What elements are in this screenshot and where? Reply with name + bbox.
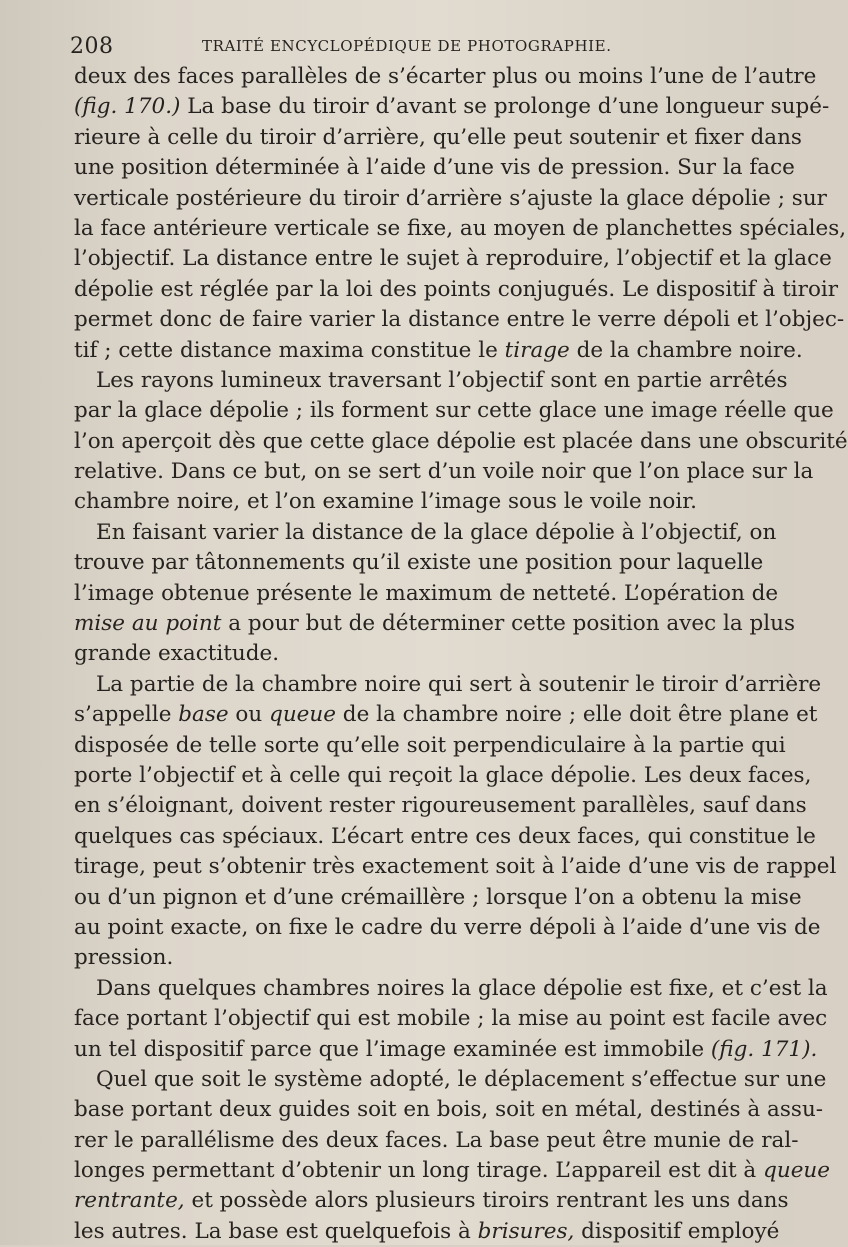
italic-text: mise au point [74, 611, 222, 637]
italic-text: (fig. 170.) [74, 94, 181, 120]
text-segment: pression. [74, 945, 174, 971]
text-line [74, 670, 822, 700]
text-segment: quelques cas spéciaux. L’écart entre ces deux faces, qui constitue le [74, 823, 816, 849]
text-line [74, 700, 818, 730]
text-segment: s’appelle [74, 702, 179, 728]
text-line [74, 1035, 818, 1065]
text-segment: base portant deux guides soit en bois, soit en métal, destinés à assu- [74, 1097, 824, 1123]
text-segment: Quel que soit le système adopté, le déplacement s’effectue sur une [96, 1066, 827, 1092]
text-segment: l’image obtenue présente le maximum de netteté. L’opération de [74, 580, 779, 606]
text-line [74, 609, 796, 639]
text-line [74, 62, 817, 92]
text-line [74, 639, 762, 669]
text-segment: en s’éloignant, doivent rester rigoureusement parallèles, sauf dans [74, 793, 807, 819]
italic-text: queue [763, 1158, 830, 1184]
text-line [74, 579, 779, 609]
text-line [74, 731, 786, 761]
text-segment: ou [228, 702, 270, 728]
page-header [70, 34, 750, 60]
text-segment: et possède alors plusieurs tiroirs rentrant les uns dans [184, 1188, 789, 1214]
italic-text: base [178, 702, 229, 728]
text-line [74, 366, 788, 396]
text-segment: de la chambre noire ; elle doit être plane et [335, 702, 818, 728]
text-line [74, 275, 839, 305]
text-segment: la face antérieure verticale se fixe, au moyen de planchettes spéciales, [74, 215, 847, 241]
text-line [74, 974, 828, 1004]
text-segment: La partie de la chambre noire qui sert à soutenir le tiroir d’arrière [96, 671, 822, 697]
text-line [74, 791, 807, 821]
text-line [74, 1126, 799, 1156]
text-line [74, 184, 827, 214]
page-number: 208 [70, 34, 114, 59]
text-segment: grande exactitude. [74, 641, 280, 667]
text-segment: relative. Dans ce but, on se sert d’un voile noir que l’on place sur la [74, 459, 814, 485]
text-segment: les autres. La base est quelquefois à [74, 1218, 478, 1244]
text-segment: tirage, peut s’obtenir très exactement soit à l’aide d’une vis de rappel [74, 854, 837, 880]
text-segment: dispositif employé [574, 1218, 780, 1244]
text-line [74, 305, 845, 335]
text-line [74, 548, 762, 578]
text-segment: l’on aperçoit dès que cette glace dépolie est placée dans une obscurité [74, 428, 848, 454]
text-line [74, 1186, 789, 1216]
running-title: TRAITÉ ENCYCLOPÉDIQUE DE PHOTOGRAPHIE. [202, 37, 612, 55]
text-segment: La base du tiroir d’avant se prolonge d’une longueur supé- [180, 94, 830, 120]
text-segment: Dans quelques chambres noires la glace dépolie est fixe, et c’est la [96, 975, 828, 1001]
text-segment: l’objectif. La distance entre le sujet à reproduire, l’objectif et la glace [74, 246, 832, 272]
italic-text: queue [269, 702, 336, 728]
text-line [74, 336, 803, 366]
text-segment: dépolie est réglée par la loi des points conjugués. Le dispositif à tiroir [74, 276, 839, 302]
text-segment: face portant l’objectif qui est mobile ; la mise au point est facile avec [74, 1006, 828, 1032]
text-line [74, 153, 795, 183]
text-segment: Les rayons lumineux traversant l’objectif sont en partie arrêtés [96, 367, 788, 393]
text-segment: ou d’un pignon et d’une crémaillère ; lorsque l’on a obtenu la mise [74, 884, 802, 910]
text-segment: deux des faces parallèles de s’écarter plus ou moins l’une de l’autre [74, 64, 817, 89]
text-segment: rer le parallélisme des deux faces. La base peut être munie de ral- [74, 1127, 799, 1153]
text-segment: un tel dispositif parce que l’image examinée est immobile [74, 1036, 711, 1062]
text-line [74, 913, 821, 943]
text-segment: au point exacte, on fixe le cadre du verre dépoli à l’aide d’une vis de [74, 914, 821, 940]
text-segment: permet donc de faire varier la distance entre le verre dépoli et l’objec- [74, 307, 845, 333]
text-segment: chambre noire, et l’on examine l’image sous le voile noir. [74, 489, 697, 515]
text-segment: porte l’objectif et à celle qui reçoit la glace dépolie. Les deux faces, [74, 762, 812, 788]
text-line [74, 883, 802, 913]
text-line [74, 1065, 827, 1095]
text-line [74, 1156, 830, 1186]
text-line [74, 1217, 780, 1247]
text-segment: a pour but de déterminer cette position avec la plus [221, 611, 796, 637]
italic-text: brisures, [477, 1218, 575, 1244]
text-segment: de la chambre noire. [569, 337, 803, 363]
text-line [74, 396, 834, 426]
text-segment: verticale postérieure du tiroir d’arrière s’ajuste la glace dépolie ; sur [74, 185, 827, 211]
text-line [74, 123, 802, 153]
text-line [74, 487, 762, 517]
text-segment: longes permettant d’obtenir un long tirage. L’appareil est dit à [74, 1158, 764, 1184]
body-text [74, 62, 848, 1247]
italic-text: rentrante, [74, 1188, 185, 1214]
text-line [74, 1004, 828, 1034]
italic-text: (fig. 171). [710, 1036, 818, 1062]
text-line [74, 214, 847, 244]
text-segment: tif ; cette distance maxima constitue le [74, 337, 505, 363]
italic-text: tirage [504, 337, 570, 363]
text-line [74, 457, 814, 487]
text-segment: trouve par tâtonnements qu’il existe une position pour laquelle [74, 550, 764, 576]
text-line [74, 244, 832, 274]
text-segment: disposée de telle sorte qu’elle soit perpendiculaire à la partie qui [74, 732, 786, 758]
text-line [74, 1095, 824, 1125]
text-segment: une position déterminée à l’aide d’une vis de pression. Sur la face [74, 155, 795, 181]
text-segment: rieure à celle du tiroir d’arrière, qu’elle peut soutenir et fixer dans [74, 124, 802, 150]
text-line [74, 822, 816, 852]
text-line [74, 427, 848, 457]
text-segment: par la glace dépolie ; ils forment sur cette glace une image réelle que [74, 398, 834, 424]
text-line [74, 943, 762, 973]
text-line [74, 852, 837, 882]
text-line [74, 761, 812, 791]
text-line [74, 518, 777, 548]
text-line [74, 92, 830, 122]
text-segment: En faisant varier la distance de la glace dépolie à l’objectif, on [96, 519, 777, 545]
